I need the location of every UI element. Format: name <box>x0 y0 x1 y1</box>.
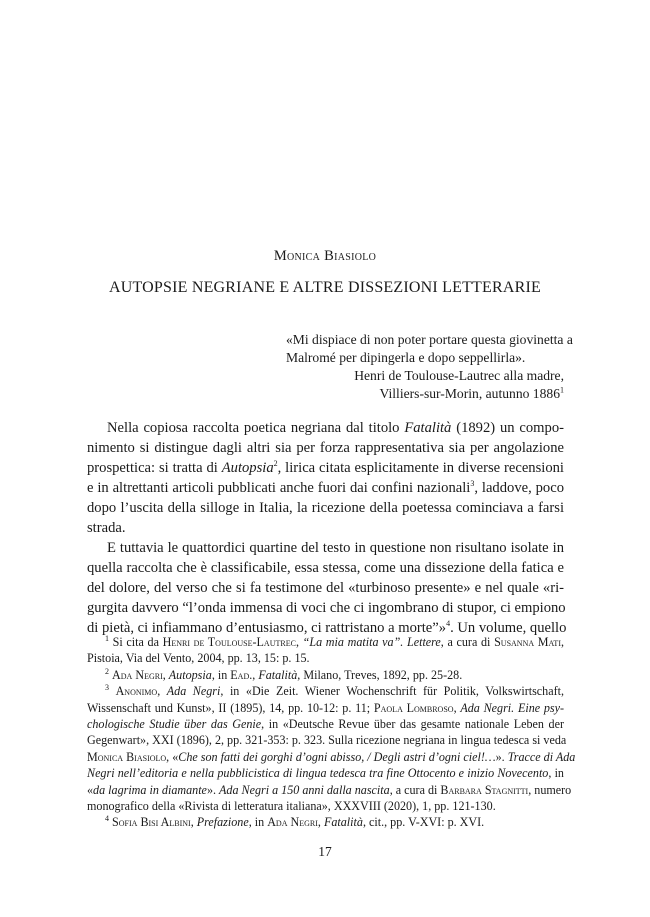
work-title: Tracce di Ada <box>507 749 576 764</box>
article-title: AUTOPSIE NEGRIANE E ALTRE DISSEZIONI LETTERARIE <box>108 279 542 296</box>
text-run: , in <box>548 766 564 781</box>
footnote-number: 3 <box>105 683 109 693</box>
text-run: , cit., pp. V-XVI: p. XVI. <box>362 815 485 830</box>
text-run: , <box>317 815 324 830</box>
footnote-3-cont <box>87 716 564 732</box>
text-line <box>87 418 564 438</box>
author-name: Ada Negri <box>112 667 163 682</box>
text-run: , « <box>166 749 179 764</box>
author-name: Ead. <box>230 667 253 682</box>
text-run: (1892) un compo- <box>451 420 564 436</box>
footnote-ref: 3 <box>470 479 475 489</box>
text-run: « <box>87 782 94 797</box>
text-line: nimento si distingue dagli altri sia per forza rappresentativa sia per angolazione <box>87 440 564 456</box>
footnote-3-cont <box>87 782 572 798</box>
footnote-ref: 2 <box>273 459 278 469</box>
text-run: Nella copiosa raccolta poetica negriana dal titolo <box>107 420 405 436</box>
footnote-1 <box>87 634 564 650</box>
text-run: ». <box>206 782 220 797</box>
author-name: Anonimo <box>115 684 158 699</box>
text-run: , in «Die Zeit. Wiener Wochenschrift für Politik, Volkswirtschaft, <box>220 684 564 699</box>
author-name: Paola Lombroso <box>373 700 454 715</box>
work-title: Ada Negri. Eine psy- <box>460 700 565 715</box>
work-title: Ada Negri a 150 anni dalla nascita <box>219 782 390 797</box>
work-title: Autopsia <box>168 667 212 682</box>
work-title: Prefazione <box>196 815 249 830</box>
text-run: , <box>295 635 303 649</box>
text-run: , lirica citata esplicitamente in diverse recensioni <box>277 460 564 476</box>
epigraph-line: «Mi dispiace di non poter portare questa giovinetta a <box>286 332 573 347</box>
text-run: , <box>190 815 197 830</box>
text-run: , a cura di <box>440 635 495 649</box>
author-name: Barbara Stagnitti <box>440 782 529 797</box>
work-title: Fatalità <box>323 815 363 830</box>
author-name: Susanna Mati <box>494 635 561 649</box>
text-run: , in «Deutsche Revue über das gesamte nationale Leben der <box>261 717 564 732</box>
footnote-2 <box>87 667 564 683</box>
author-name: Monica Biasiolo <box>87 749 167 764</box>
text-line <box>87 458 564 478</box>
text-run: , <box>560 635 565 649</box>
text-line: quella raccolta che è classificabile, essa stessa, come una dissezione della fatica e <box>87 560 564 576</box>
work-title: da lagrima in diamante <box>93 782 207 797</box>
text-run: , in <box>211 667 231 682</box>
text-line: strada. <box>87 520 126 536</box>
text-run: Wissenschaft und Kunst», II (1895), 14, pp. 10-12: p. 11; <box>87 700 374 715</box>
footnote-3-cont <box>87 749 576 765</box>
work-title: “La mia matita va”. Lettere <box>302 635 441 649</box>
text-run: , numero <box>528 782 572 797</box>
footnote-3-cont: Gegenwart», XXI (1896), 2, pp. 321-353: p. 323. Sulla ricezione negriana in lingua tedesca si veda <box>87 733 567 748</box>
author-name: Monica Biasiolo <box>273 248 377 264</box>
author-name: Henri de Toulouse-Lautrec <box>162 635 296 649</box>
footnote-number: 1 <box>105 633 109 643</box>
text-run: Si cita da <box>112 635 163 649</box>
paragraph <box>87 538 567 638</box>
footnote-3-cont <box>87 765 564 781</box>
epigraph-attribution <box>286 385 564 403</box>
text-run: . Un volume, quello <box>450 620 567 636</box>
footnote-ref: 4 <box>446 619 451 629</box>
work-title: Fatalità <box>404 420 452 436</box>
footnote-ref: 1 <box>560 385 564 395</box>
footnote-1-cont: Pistoia, Via del Vento, 2004, pp. 13, 15: p. 15. <box>87 651 310 666</box>
text-line: E tuttavia le quattordici quartine del testo in questione non risultano isolate in <box>107 540 564 556</box>
text-line <box>87 478 564 498</box>
text-run: , in <box>248 815 268 830</box>
paragraph <box>87 418 564 538</box>
text-run: di pietà, ci infiammano d’entusiasmo, ci rattristano a morte”» <box>87 620 447 636</box>
text-run: , a cura di <box>389 782 441 797</box>
text-line: gurgita davvero “l’onda immensa di voci che ci ingombrano di stupor, ci empiono <box>87 600 566 616</box>
text-line: del dolore, del verso che si fa testimone del «turbinoso presente» e nel quale «ri- <box>87 580 564 596</box>
work-title: Ada Negri <box>166 684 221 699</box>
work-title: Autopsia <box>221 460 274 476</box>
footnote-number: 4 <box>105 814 109 824</box>
epigraph-line: Malromé per dipingerla e dopo seppellirla». <box>286 350 526 365</box>
epigraph-attribution: Henri de Toulouse-Lautrec alla madre, <box>354 368 564 383</box>
text-run: , <box>162 667 169 682</box>
text-run: , Milano, Treves, 1892, pp. 25-28. <box>297 667 463 682</box>
footnote-3-cont: monografico della «Rivista di letteratura italiana», XXXVIII (2020), 1, pp. 121-130. <box>87 799 496 814</box>
epigraph <box>286 331 573 403</box>
work-title: Negri nell’editoria e nella pubblicistica di lingua tedesca tra fine Ottocento e inizio Novecento <box>87 766 549 781</box>
footnote-4 <box>87 814 564 830</box>
text-run: e in altrettanti articoli pubblicati anche fuori dai confini nazionali <box>87 480 471 496</box>
footnote-3 <box>87 683 564 699</box>
author-name: Ada Negri <box>267 815 318 830</box>
page-number: 17 <box>318 844 332 859</box>
footnotes <box>87 633 576 831</box>
text-run: , <box>252 667 259 682</box>
text-run: , laddove, poco <box>474 480 564 496</box>
author-name: Sofia Bisi Albini <box>112 815 191 830</box>
footnote-number: 2 <box>105 666 109 676</box>
work-title: Che son fatti dei gorghi d’ogni abisso, / Degli astri d’ogni ciel!… <box>178 749 496 764</box>
text-run: , <box>453 700 461 715</box>
work-title: Fatalità <box>258 667 298 682</box>
text-line: dopo l’uscita della silloge in Italia, la ricezione della poetessa cominciava a farsi <box>87 500 564 516</box>
text-run: , <box>157 684 167 699</box>
text-run: ». <box>495 749 508 764</box>
footnote-3-cont <box>87 700 564 716</box>
epigraph-place-date: Villiers-sur-Morin, autunno 1886 <box>379 386 560 401</box>
text-run: prospettica: si tratta di <box>87 460 222 476</box>
work-title: chologische Studie über das Genie <box>87 717 262 732</box>
body-text <box>87 418 567 638</box>
